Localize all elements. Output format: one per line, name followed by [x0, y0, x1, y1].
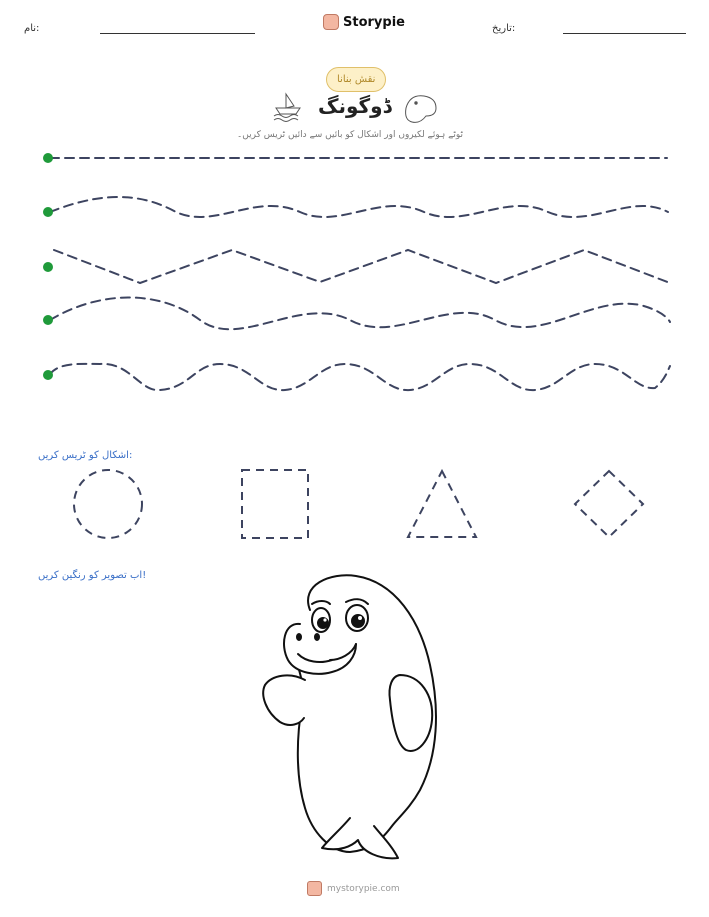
dugong-outline-icon: [406, 96, 436, 123]
trace-line-wave-1: [50, 197, 668, 217]
trace-shape-triangle: [408, 471, 476, 537]
boat-icon: [274, 94, 300, 122]
footer-url: mystorypie.com: [327, 883, 400, 894]
shapes-label: اشکال کو ٹریس کریں:: [38, 450, 133, 461]
trace-line-wave-3: [50, 364, 670, 390]
start-dot: [43, 370, 53, 380]
trace-shape-circle: [74, 470, 142, 538]
start-dots: [43, 153, 53, 380]
trace-line-zigzag: [54, 250, 670, 283]
brand-name: Storypie: [343, 14, 405, 30]
coloring-label: اب تصویر کو رنگین کریں!: [38, 570, 147, 581]
name-label: نام:: [24, 23, 40, 34]
trace-shape-square: [242, 470, 308, 538]
date-label: تاریخ:: [492, 23, 516, 34]
dugong-coloring-image[interactable]: [263, 575, 436, 858]
page-title: ڈوگونگ: [318, 94, 392, 118]
activity-badge: نقش بنانا: [326, 67, 386, 92]
instruction-text: ٹوٹے ہوئے لکیروں اور اشکال کو بائیں سے دائیں ٹریس کریں۔: [237, 130, 464, 140]
tracing-lines[interactable]: [50, 158, 670, 390]
start-dot: [43, 262, 53, 272]
trace-line-wave-2: [50, 298, 670, 330]
start-dot: [43, 207, 53, 217]
trace-shape-diamond: [575, 471, 643, 537]
start-dot: [43, 315, 53, 325]
start-dot: [43, 153, 53, 163]
